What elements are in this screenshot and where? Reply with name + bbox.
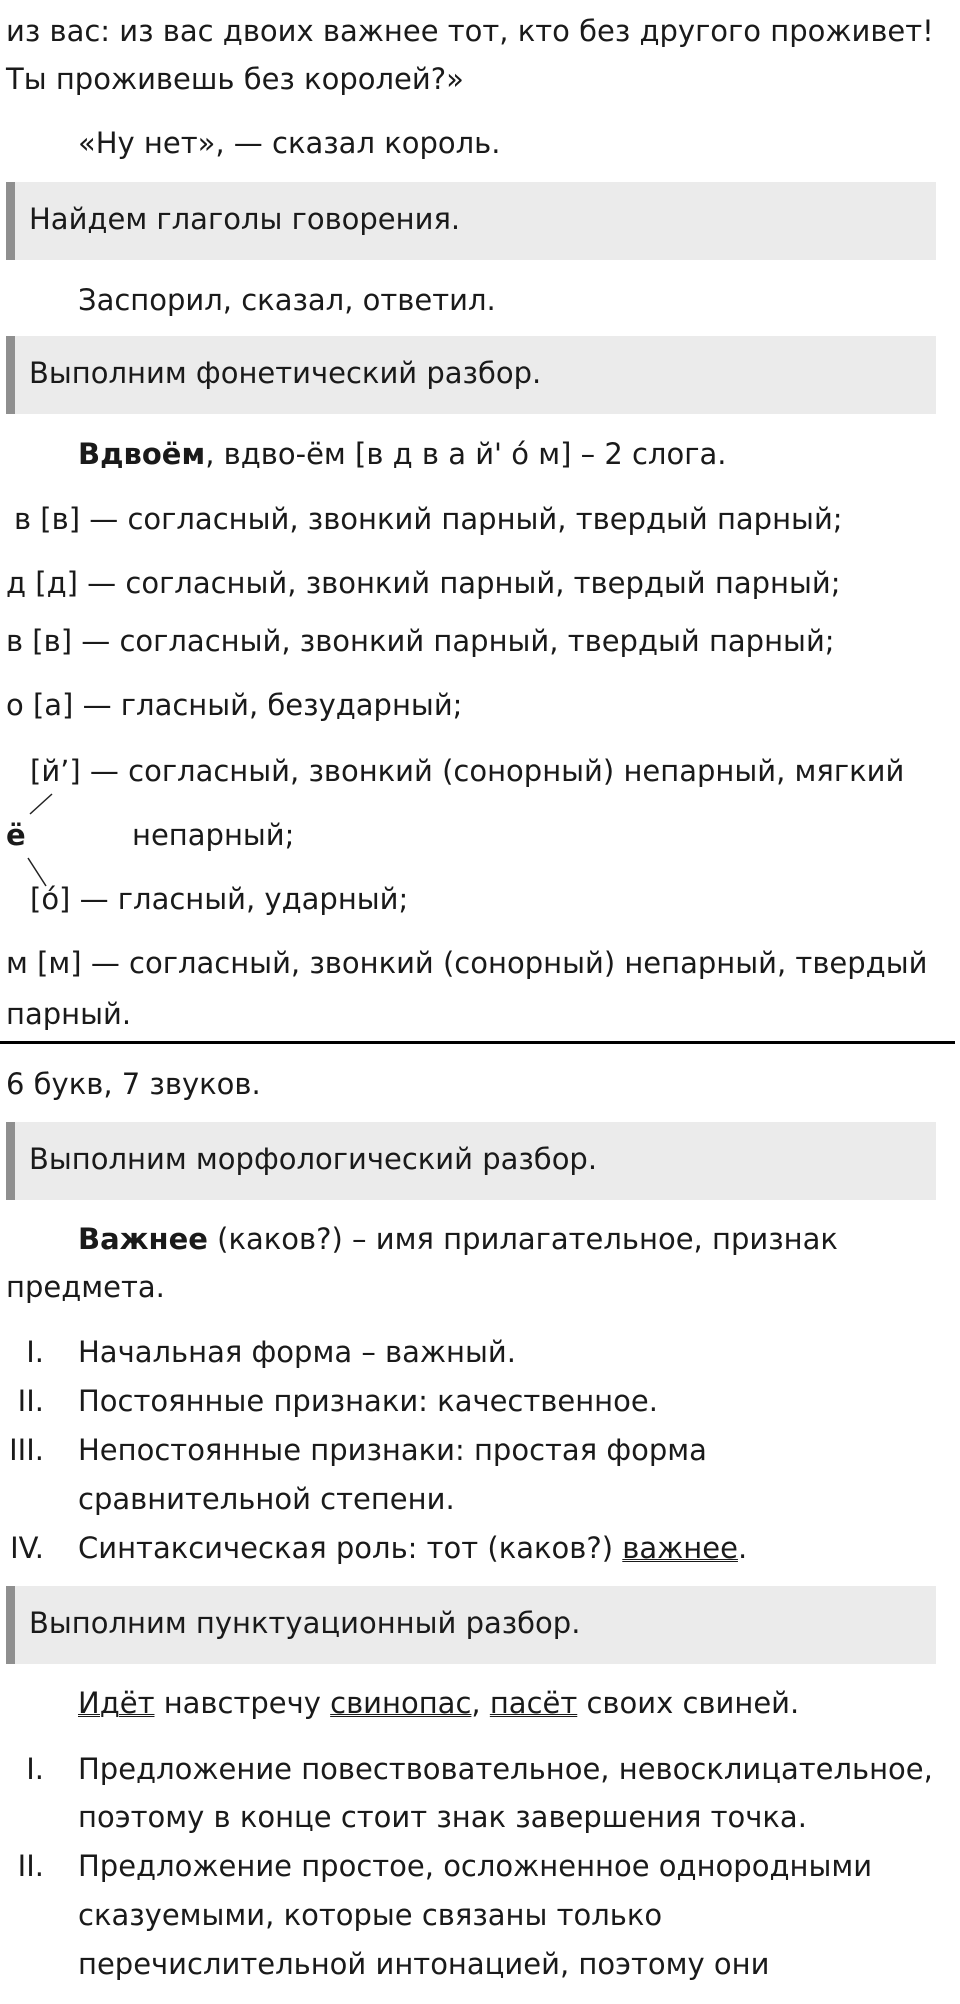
callout-verbs (6, 182, 936, 260)
callout-punct-text: Выполним пунктуационный разбор. (29, 1606, 581, 1640)
phonetic-transcription: , вдво-ём [в д в а й' о́ м] – 2 слога. (205, 437, 727, 471)
yo-sound-1: [й’] — согласный, звонкий (сонорный) непарный, мягкий (30, 754, 905, 788)
callout-verbs-text: Найдем глаголы говорения. (29, 202, 461, 236)
list-number: III. (9, 1433, 44, 1467)
king-quote: «Ну нет», — сказал король. (78, 126, 501, 160)
list-number: II. (17, 1849, 44, 1883)
list-number: IV. (10, 1531, 44, 1565)
list-item: Постоянные признаки: качественное. (78, 1384, 658, 1418)
phonetic-summary: 6 букв, 7 звуков. (6, 1067, 261, 1101)
verbs-answer: Заспорил, сказал, ответил. (78, 283, 496, 317)
underlined-word: Идёт (78, 1686, 155, 1720)
sound-line: в [в] — согласный, звонкий парный, твердый парный; (6, 624, 835, 658)
list-item-continued: сказуемыми, которые связаны только (78, 1898, 663, 1932)
list-item-continued: перечислительной интонацией, поэтому они (78, 1947, 770, 1981)
callout-phonetic (6, 336, 936, 414)
callout-punct (6, 1586, 936, 1664)
list-item: Синтаксическая роль: тот (каков?) важнее. (78, 1531, 748, 1565)
sound-line: д [д] — согласный, звонкий парный, твердый парный; (6, 566, 841, 600)
intro-line-1: из вас: из вас двоих важнее тот, кто без другого проживет! (6, 14, 934, 48)
sound-line: о [а] — гласный, безударный; (6, 688, 463, 722)
morph-word: Важнее (78, 1222, 208, 1256)
sound-line: в [в] — согласный, звонкий парный, твердый парный; (14, 502, 843, 536)
phonetic-word: Вдвоём (78, 437, 206, 471)
divider (0, 1041, 955, 1044)
list-item-continued: сравнительной степени. (78, 1482, 455, 1516)
yo-sound-1-continued: непарный; (132, 818, 295, 852)
list-number: II. (17, 1384, 44, 1418)
list-item: Предложение повествовательное, невосклицательное, (78, 1752, 933, 1786)
list-number: I. (26, 1335, 44, 1369)
underlined-word: свинопас (330, 1686, 472, 1720)
underlined-word: пасёт (489, 1686, 578, 1720)
yo-sound-2: [о́] — гласный, ударный; (30, 882, 409, 916)
m-sound-line-2: парный. (6, 997, 132, 1031)
morph-intro-line-2: предмета. (6, 1270, 165, 1304)
yo-letter: ё (6, 818, 26, 852)
callout-phonetic-text: Выполним фонетический разбор. (29, 356, 542, 390)
morph-intro: Важнее (каков?) – имя прилагательное, признак (78, 1222, 838, 1256)
intro-line-2: Ты проживешь без королей?» (6, 62, 464, 96)
list-item: Предложение простое, осложненное однородными (78, 1849, 873, 1883)
underlined-predicate: важнее (622, 1531, 738, 1565)
list-item: Непостоянные признаки: простая форма (78, 1433, 707, 1467)
phonetic-heading (78, 437, 726, 472)
callout-morph-text: Выполним морфологический разбор. (29, 1142, 598, 1176)
m-sound-line-1: м [м] — согласный, звонкий (сонорный) непарный, твердый (6, 946, 928, 980)
example-sentence: Идёт навстречу свинопас, пасёт своих свиней. (78, 1686, 800, 1720)
callout-morph (6, 1122, 936, 1200)
list-item: Начальная форма – важный. (78, 1335, 516, 1369)
list-item-continued: поэтому в конце стоит знак завершения точка. (78, 1800, 807, 1834)
list-number: I. (26, 1752, 44, 1786)
